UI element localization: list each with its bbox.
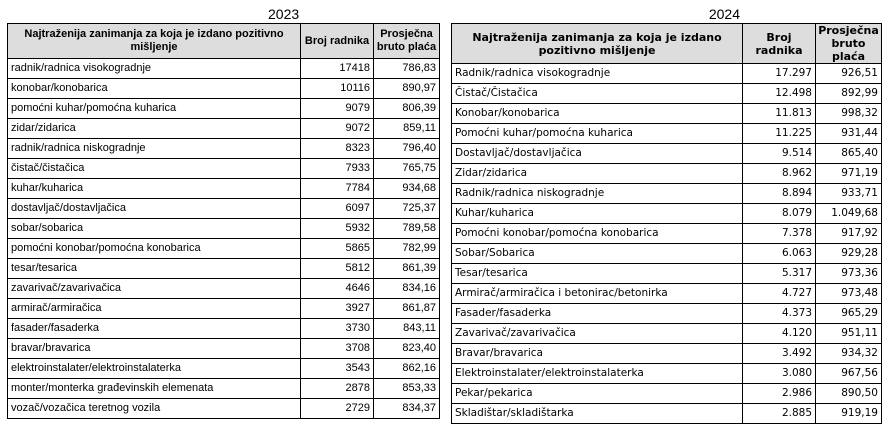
worker-count-cell[interactable]: 3.080: [743, 364, 816, 384]
worker-count-cell[interactable]: 5932: [301, 219, 374, 239]
occupation-cell[interactable]: Dostavljač/dostavljačica: [452, 144, 743, 164]
worker-count-cell[interactable]: 6.063: [743, 244, 816, 264]
avg-salary-cell[interactable]: 973,36: [816, 264, 882, 284]
avg-salary-cell[interactable]: 861,39: [374, 259, 440, 279]
occupation-cell[interactable]: konobar/konobarica: [8, 79, 301, 99]
table-row: [8, 199, 440, 219]
table-row: [452, 164, 882, 184]
worker-count-cell[interactable]: 5865: [301, 239, 374, 259]
avg-salary-cell[interactable]: 806,39: [374, 99, 440, 119]
occupation-cell[interactable]: Elektroinstalater/elektroinstalaterka: [452, 364, 743, 384]
avg-salary-cell[interactable]: 834,37: [374, 399, 440, 419]
worker-count-cell[interactable]: 9.514: [743, 144, 816, 164]
avg-salary-cell[interactable]: 782,99: [374, 239, 440, 259]
worker-count-cell[interactable]: 2878: [301, 379, 374, 399]
occupation-cell[interactable]: armirač/armiračica: [8, 299, 301, 319]
occupation-cell[interactable]: elektroinstalater/elektroinstalaterka: [8, 359, 301, 379]
avg-salary-cell[interactable]: 967,56: [816, 364, 882, 384]
avg-salary-cell[interactable]: 725,37: [374, 199, 440, 219]
occupation-cell[interactable]: Radnik/radnica niskogradnje: [452, 184, 743, 204]
avg-salary-cell[interactable]: 929,28: [816, 244, 882, 264]
avg-salary-cell[interactable]: 834,16: [374, 279, 440, 299]
worker-count-cell[interactable]: 4.120: [743, 324, 816, 344]
occupation-cell[interactable]: čistač/čistačica: [8, 159, 301, 179]
avg-salary-cell[interactable]: 890,97: [374, 79, 440, 99]
occupation-cell[interactable]: Skladištar/skladištarka: [452, 404, 743, 424]
occupation-cell[interactable]: Kuhar/kuharica: [452, 204, 743, 224]
occupation-cell[interactable]: tesar/tesarica: [8, 259, 301, 279]
worker-count-cell[interactable]: 11.225: [743, 124, 816, 144]
table-row: [8, 399, 440, 419]
table-row: [452, 384, 882, 404]
table-row: [452, 324, 882, 344]
avg-salary-cell[interactable]: 823,40: [374, 339, 440, 359]
occupation-cell[interactable]: sobar/sobarica: [8, 219, 301, 239]
worker-count-cell[interactable]: 7784: [301, 179, 374, 199]
avg-salary-cell[interactable]: 765,75: [374, 159, 440, 179]
occupation-cell[interactable]: Armirač/armiračica i betonirac/betonirka: [452, 284, 743, 304]
table-row: [8, 139, 440, 159]
table-row: [452, 404, 882, 424]
worker-count-cell[interactable]: 7933: [301, 159, 374, 179]
header-worker-count[interactable]: Broj radnika: [743, 24, 816, 64]
avg-salary-cell[interactable]: 973,48: [816, 284, 882, 304]
table-row: [452, 184, 882, 204]
avg-salary-cell[interactable]: 861,87: [374, 299, 440, 319]
occupation-cell[interactable]: bravar/bravarica: [8, 339, 301, 359]
worker-count-cell[interactable]: 3927: [301, 299, 374, 319]
table-row: [8, 359, 440, 379]
avg-salary-cell[interactable]: 933,71: [816, 184, 882, 204]
avg-salary-cell[interactable]: 865,40: [816, 144, 882, 164]
occupations-table: [451, 23, 882, 424]
avg-salary-cell[interactable]: 998,32: [816, 104, 882, 124]
occupation-cell[interactable]: Konobar/konobarica: [452, 104, 743, 124]
table-row: [452, 144, 882, 164]
table-row: [452, 64, 882, 84]
table-row: [452, 244, 882, 264]
avg-salary-cell[interactable]: 965,29: [816, 304, 882, 324]
table-row: [8, 299, 440, 319]
avg-salary-cell[interactable]: 859,11: [374, 119, 440, 139]
table-row: [452, 104, 882, 124]
occupation-cell[interactable]: Radnik/radnica visokogradnje: [452, 64, 743, 84]
worker-count-cell[interactable]: 3708: [301, 339, 374, 359]
avg-salary-cell[interactable]: 890,50: [816, 384, 882, 404]
table-row: [452, 264, 882, 284]
avg-salary-cell[interactable]: 892,99: [816, 84, 882, 104]
worker-count-cell[interactable]: 5812: [301, 259, 374, 279]
occupation-cell[interactable]: pomoćni konobar/pomoćna konobarica: [8, 239, 301, 259]
avg-salary-cell[interactable]: 917,92: [816, 224, 882, 244]
worker-count-cell[interactable]: 3543: [301, 359, 374, 379]
worker-count-cell[interactable]: 9072: [301, 119, 374, 139]
occupation-cell[interactable]: radnik/radnica visokogradnje: [8, 59, 301, 79]
occupation-cell[interactable]: Pomoćni konobar/pomoćna konobarica: [452, 224, 743, 244]
avg-salary-cell[interactable]: 934,68: [374, 179, 440, 199]
table-row: [8, 279, 440, 299]
avg-salary-cell[interactable]: 971,19: [816, 164, 882, 184]
occupation-cell[interactable]: fasader/fasaderka: [8, 319, 301, 339]
avg-salary-cell[interactable]: 862,16: [374, 359, 440, 379]
avg-salary-cell[interactable]: 853,33: [374, 379, 440, 399]
worker-count-cell[interactable]: 8323: [301, 139, 374, 159]
year-label: 2023: [268, 6, 300, 22]
worker-count-cell[interactable]: 11.813: [743, 104, 816, 124]
avg-salary-cell[interactable]: 789,58: [374, 219, 440, 239]
avg-salary-cell[interactable]: 919,19: [816, 404, 882, 424]
table-row: [8, 119, 440, 139]
avg-salary-cell[interactable]: 934,32: [816, 344, 882, 364]
occupation-cell[interactable]: dostavljač/dostavljačica: [8, 199, 301, 219]
worker-count-cell[interactable]: 12.498: [743, 84, 816, 104]
worker-count-cell[interactable]: 8.962: [743, 164, 816, 184]
avg-salary-cell[interactable]: 931,44: [816, 124, 882, 144]
worker-count-cell[interactable]: 17.297: [743, 64, 816, 84]
occupation-cell[interactable]: zidar/zidarica: [8, 119, 301, 139]
worker-count-cell[interactable]: 8.079: [743, 204, 816, 224]
table-row: [452, 124, 882, 144]
worker-count-cell[interactable]: 7.378: [743, 224, 816, 244]
avg-salary-cell[interactable]: 926,51: [816, 64, 882, 84]
table-row: [452, 284, 882, 304]
worker-count-cell[interactable]: 10116: [301, 79, 374, 99]
worker-count-cell[interactable]: 3730: [301, 319, 374, 339]
occupation-cell[interactable]: kuhar/kuharica: [8, 179, 301, 199]
table-row: [8, 79, 440, 99]
occupation-cell[interactable]: Tesar/tesarica: [452, 264, 743, 284]
header-row: [452, 24, 882, 64]
occupation-cell[interactable]: Fasader/fasaderka: [452, 304, 743, 324]
table-row: [452, 344, 882, 364]
header-occupation[interactable]: Najtraženija zanimanja za koja je izdano pozitivno mišljenje: [8, 24, 301, 59]
table-row: [8, 59, 440, 79]
occupation-cell[interactable]: vozač/vozačica teretnog vozila: [8, 399, 301, 419]
table-row: [8, 219, 440, 239]
worker-count-cell[interactable]: 17418: [301, 59, 374, 79]
occupation-cell[interactable]: Pomoćni kuhar/pomoćna kuharica: [452, 124, 743, 144]
worker-count-cell[interactable]: 4646: [301, 279, 374, 299]
worker-count-cell[interactable]: 2.986: [743, 384, 816, 404]
avg-salary-cell[interactable]: 1.049,68: [816, 204, 882, 224]
table-row: [452, 304, 882, 324]
worker-count-cell[interactable]: 3.492: [743, 344, 816, 364]
worker-count-cell[interactable]: 4.373: [743, 304, 816, 324]
worker-count-cell[interactable]: 8.894: [743, 184, 816, 204]
occupation-cell[interactable]: Bravar/bravarica: [452, 344, 743, 364]
table-row: [452, 364, 882, 384]
avg-salary-cell[interactable]: 796,40: [374, 139, 440, 159]
occupations-table: [7, 23, 440, 419]
worker-count-cell[interactable]: 4.727: [743, 284, 816, 304]
header-row: [8, 24, 440, 59]
table-row: [452, 204, 882, 224]
table-row: [452, 84, 882, 104]
header-avg-gross-salary[interactable]: Prosječna bruto plaća: [374, 24, 440, 59]
occupation-cell[interactable]: pomoćni kuhar/pomoćna kuharica: [8, 99, 301, 119]
worker-count-cell[interactable]: 5.317: [743, 264, 816, 284]
avg-salary-cell[interactable]: 951,11: [816, 324, 882, 344]
occupation-cell[interactable]: Pekar/pekarica: [452, 384, 743, 404]
header-occupation[interactable]: Najtraženija zanimanja za koja je izdano pozitivno mišljenje: [452, 24, 743, 64]
table-row: [8, 179, 440, 199]
table-row: [8, 259, 440, 279]
year-label: 2024: [708, 6, 740, 22]
occupation-cell[interactable]: monter/monterka građevinskih elemenata: [8, 379, 301, 399]
worker-count-cell[interactable]: 9079: [301, 99, 374, 119]
table-row: [8, 159, 440, 179]
table-row: [452, 224, 882, 244]
occupation-cell[interactable]: radnik/radnica niskogradnje: [8, 139, 301, 159]
header-worker-count[interactable]: Broj radnika: [301, 24, 374, 59]
occupation-cell[interactable]: Sobar/Sobarica: [452, 244, 743, 264]
worker-count-cell[interactable]: 2.885: [743, 404, 816, 424]
header-avg-gross-salary[interactable]: Prosječna bruto plaća: [816, 24, 882, 64]
occupation-cell[interactable]: Čistač/Čistačica: [452, 84, 743, 104]
worker-count-cell[interactable]: 6097: [301, 199, 374, 219]
worker-count-cell[interactable]: 2729: [301, 399, 374, 419]
occupation-cell[interactable]: Zavarivač/zavarivačica: [452, 324, 743, 344]
table-row: [8, 379, 440, 399]
table-row: [8, 99, 440, 119]
table-row: [8, 239, 440, 259]
avg-salary-cell[interactable]: 843,11: [374, 319, 440, 339]
occupation-cell[interactable]: zavarivač/zavarivačica: [8, 279, 301, 299]
table-row: [8, 339, 440, 359]
table-row: [8, 319, 440, 339]
occupation-cell[interactable]: Zidar/zidarica: [452, 164, 743, 184]
avg-salary-cell[interactable]: 786,83: [374, 59, 440, 79]
